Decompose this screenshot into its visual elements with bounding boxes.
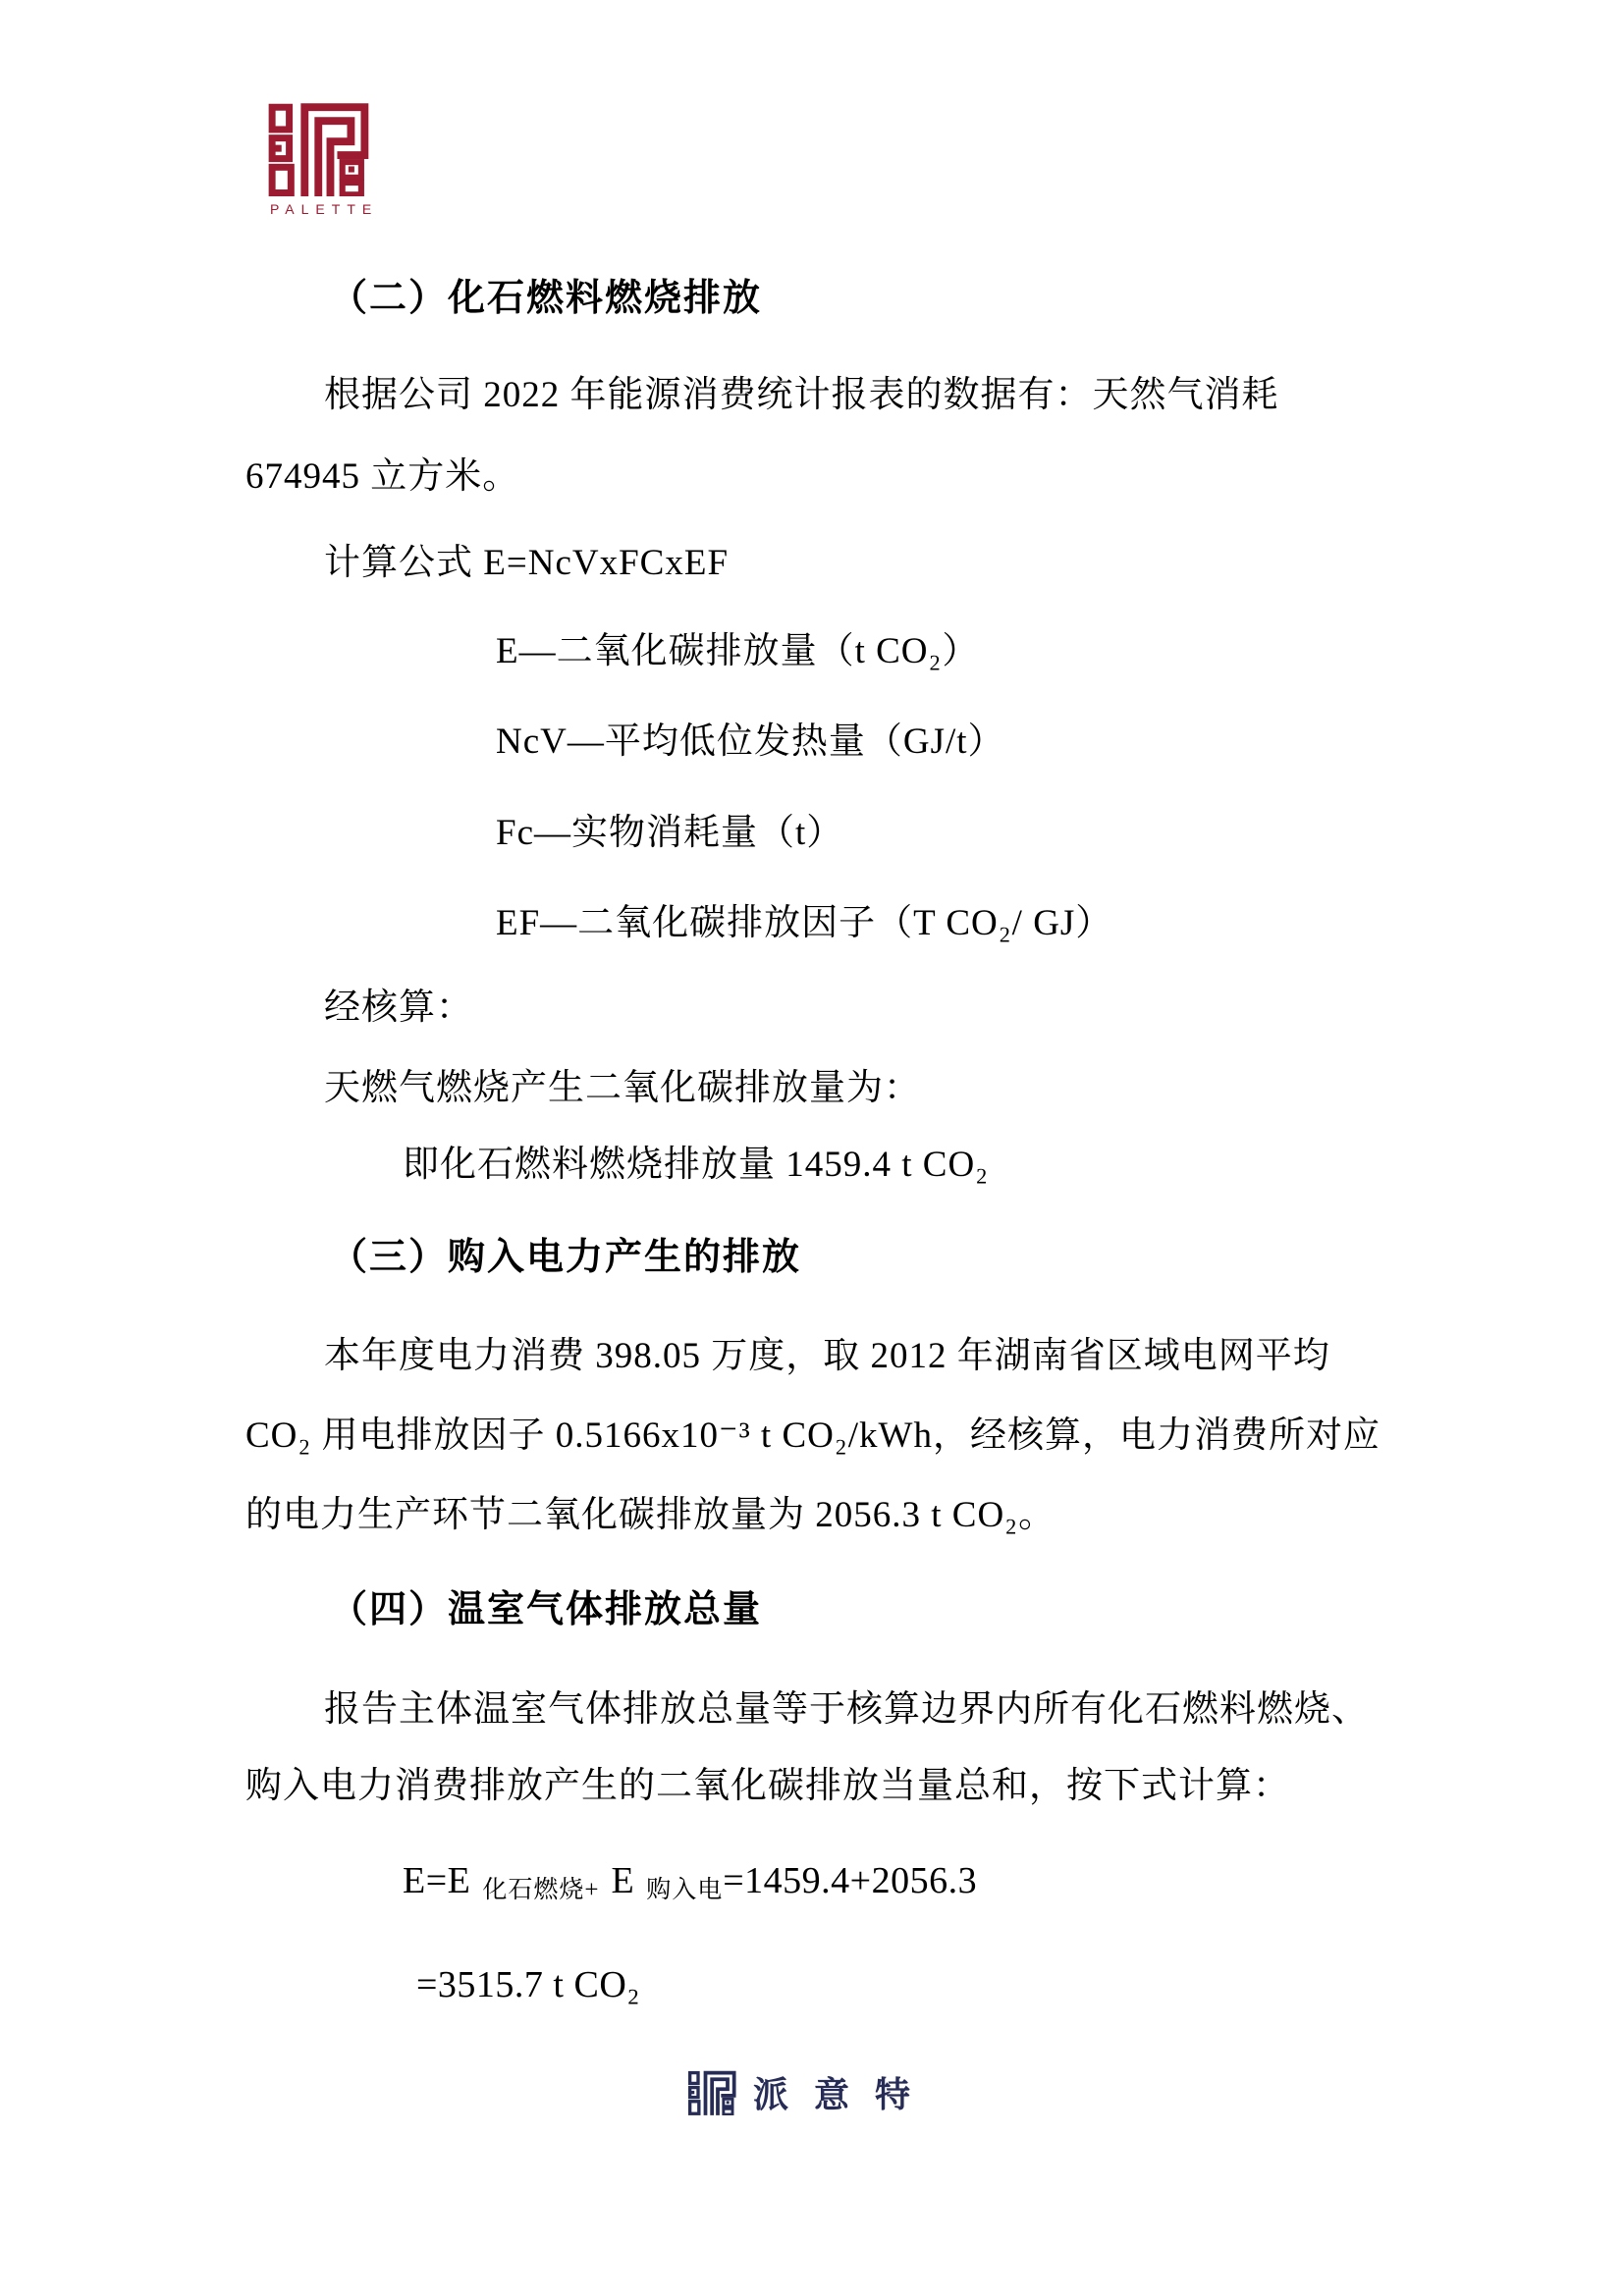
electricity-line2: CO₂ 用电排放因子 0.5166x10⁻³ t CO₂/kWh，经核算，电力消费所对应: [245, 1415, 1380, 1456]
fossil-def-ef: EF—二氧化碳排放因子（T CO₂/ GJ）: [496, 903, 1113, 943]
palette-logo-text: PALETTE: [270, 201, 379, 217]
fossil-result-intro: 经核算：: [324, 988, 473, 1028]
header-logo: [263, 102, 377, 217]
fossil-formula: 计算公式 E=NcVxFCxEF: [324, 543, 730, 583]
section-heading-electricity: （三）购入电力产生的排放: [330, 1237, 802, 1278]
equation-sub1: 化石燃烧+: [482, 1877, 600, 1903]
fossil-intro-line2: 674945 立方米。: [245, 456, 520, 497]
footer-logo: [0, 2067, 1624, 2117]
total-line1: 报告主体温室气体排放总量等于核算边界内所有化石燃料燃烧、: [324, 1689, 1369, 1730]
fossil-intro-line1: 根据公司 2022 年能源消费统计报表的数据有：天然气消耗: [324, 375, 1279, 415]
fossil-def-fc: Fc—实物消耗量（t）: [496, 813, 844, 853]
electricity-line3: 的电力生产环节二氧化碳排放量为 2056.3 t CO₂。: [245, 1495, 1056, 1535]
equation-rhs: =1459.4+2056.3: [723, 1860, 978, 1901]
electricity-line1: 本年度电力消费 398.05 万度，取 2012 年湖南省区域电网平均: [324, 1336, 1330, 1376]
paiyite-logo-icon: [688, 2070, 737, 2115]
fossil-result-desc: 天燃气燃烧产生二氧化碳排放量为：: [324, 1068, 921, 1108]
total-result: =3515.7 t CO₂: [416, 1964, 641, 2005]
footer-brand-text: 派意特: [752, 2074, 936, 2114]
fossil-result-value: 即化石燃料燃烧排放量 1459.4 t CO₂: [403, 1145, 990, 1185]
total-line2: 购入电力消费排放产生的二氧化碳排放当量总和，按下式计算：: [245, 1766, 1290, 1806]
fossil-def-ncv: NcV—平均低位发热量（GJ/t）: [496, 721, 1005, 762]
equation-term1: E=E: [403, 1860, 471, 1901]
fossil-def-e: E—二氧化碳排放量（t CO₂）: [496, 631, 980, 671]
total-equation: [403, 1859, 977, 1902]
section-heading-fossil: （二）化石燃料燃烧排放: [330, 278, 763, 319]
equation-term2: E: [611, 1860, 635, 1901]
equation-sub2: 购入电: [646, 1877, 724, 1903]
palette-logo-icon: [267, 102, 373, 196]
section-heading-total: （四）温室气体排放总量: [330, 1589, 763, 1630]
